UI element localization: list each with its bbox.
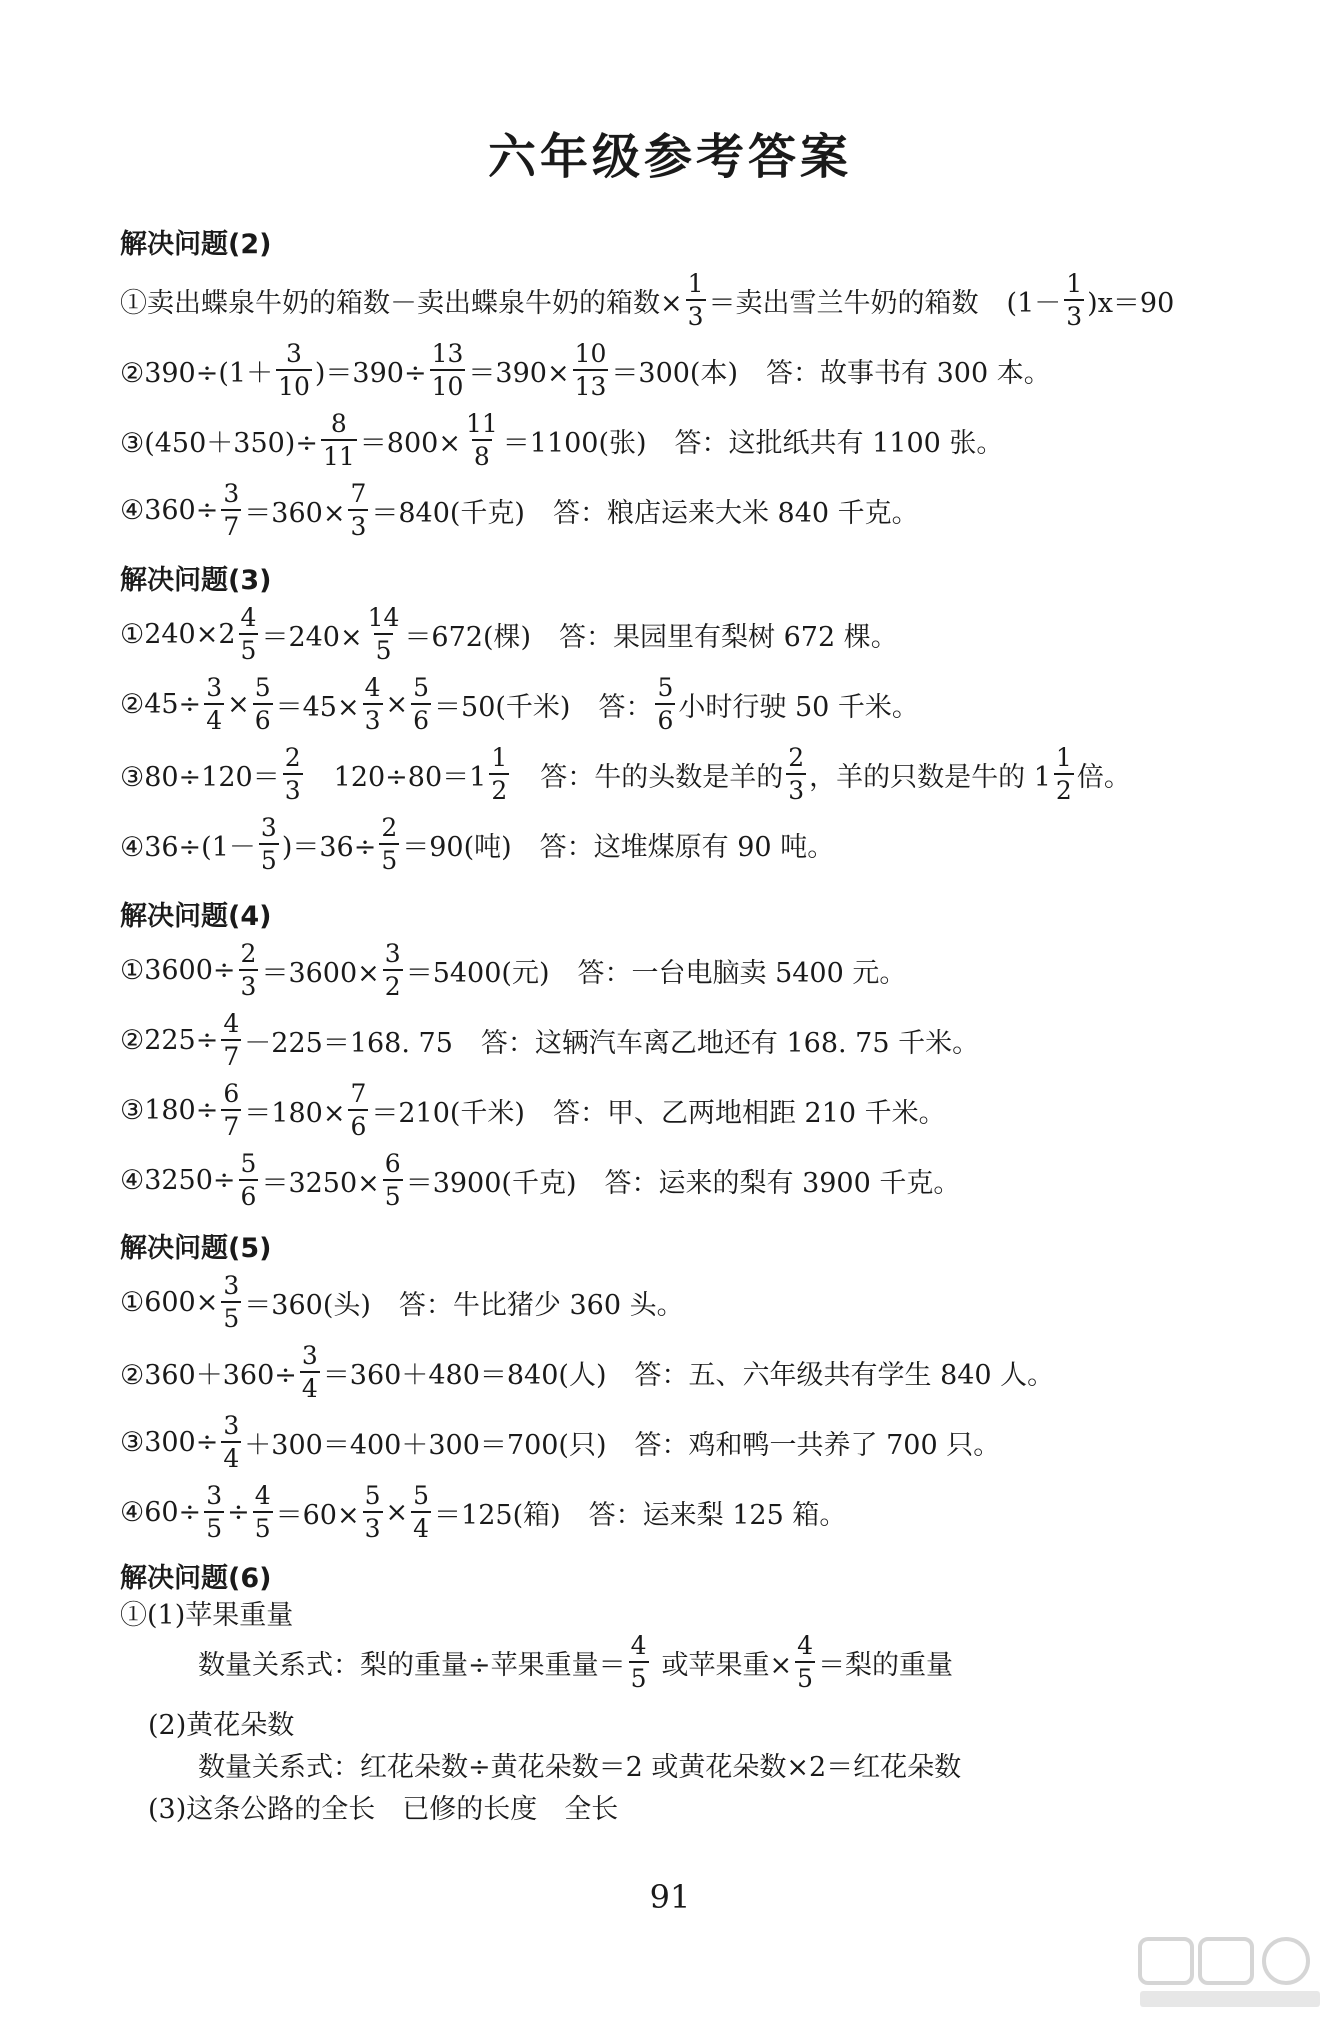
section-heading-2: 解决问题(2) xyxy=(120,229,272,260)
answer-line: ②225÷ $\frac{4}{7}$ －225＝168. 75 答：这辆汽车离乙地还有 168. 75 千米。 xyxy=(120,1009,980,1071)
fraction: $\frac{8}{11}$ xyxy=(322,409,355,471)
answer-text: 答：这批纸共有 1100 张。 xyxy=(674,427,1004,459)
answer-text: 答：一台电脑卖 5400 元。 xyxy=(577,957,907,989)
fraction: $\frac{10}{13}$ xyxy=(574,339,607,401)
text: ①卖出蝶泉牛奶的箱数－卖出蝶泉牛奶的箱数× xyxy=(120,287,683,319)
fraction: $\frac{3}{5}$ xyxy=(223,1271,240,1333)
fraction: $\frac{3}{4}$ xyxy=(223,1411,240,1473)
fraction: $\frac{5}{3}$ xyxy=(364,1481,381,1543)
fraction: $\frac{7}{6}$ xyxy=(350,1079,367,1141)
sub-item: (3)这条公路的全长 已修的长度 全长 xyxy=(148,1793,619,1825)
page-number: 91 xyxy=(649,1878,691,1916)
fraction: $\frac{5}{6}$ xyxy=(413,673,430,735)
section-heading-4: 解决问题(4) xyxy=(120,901,272,932)
fraction: $\frac{3}{10}$ xyxy=(278,339,310,401)
fraction: $\frac{2}{3}$ xyxy=(788,743,805,805)
text: )x＝90 xyxy=(1087,287,1175,319)
section-heading-6: 解决问题(6) xyxy=(120,1563,272,1594)
fraction: $\frac{7}{3}$ xyxy=(350,479,367,541)
text: ＝卖出雪兰牛奶的箱数 xyxy=(708,287,979,319)
fraction: $\frac{3}{5}$ xyxy=(206,1481,223,1543)
answer-text: 答：果园里有梨树 672 棵。 xyxy=(559,621,898,653)
fraction: $\frac{3}{4}$ xyxy=(301,1341,318,1403)
page-title: 六年级参考答案 xyxy=(487,129,852,185)
fraction: $\frac{5}{4}$ xyxy=(413,1481,430,1543)
answer-line: ③(450＋350)÷ $\frac{8}{11}$ ＝800× $\frac{11}{8}$ ＝1100(张) 答：这批纸共有 1100 张。 xyxy=(120,409,1004,471)
fraction: $\frac{1}{2}$ xyxy=(491,743,508,805)
answer-text: 小时行驶 50 千米。 xyxy=(678,691,919,723)
answer-text: 答：五、六年级共有学生 840 人。 xyxy=(634,1359,1055,1391)
answer-text: 答：牛比猪少 360 头。 xyxy=(398,1289,684,1321)
answer-line: ④3250÷ $\frac{5}{6}$ ＝3250× $\frac{6}{5}$ ＝3900(千克) 答：运来的梨有 3900 千克。 xyxy=(120,1149,961,1211)
answer-text: 答：牛的头数是羊的 xyxy=(540,761,784,793)
fraction: $\frac{4}{5}$ xyxy=(240,603,257,665)
fraction: $\frac{13}{10}$ xyxy=(431,339,464,401)
answer-line: ④36÷(1－ $\frac{3}{5}$ )＝36÷ $\frac{2}{5}$ ＝90(吨) 答：这堆煤原有 90 吨。 xyxy=(120,813,835,875)
fraction: $\frac{2}{5}$ xyxy=(381,813,398,875)
answer-text: 答：运来的梨有 3900 千克。 xyxy=(604,1167,961,1199)
fraction: $\frac{6}{7}$ xyxy=(223,1079,240,1141)
answer-line xyxy=(120,269,1175,331)
answer-text: 答：运来梨 125 箱。 xyxy=(588,1499,847,1531)
answer-text: 答：粮店运来大米 840 千克。 xyxy=(552,497,919,529)
answer-line: ③80÷120＝ $\frac{2}{3}$ 120÷80＝1 $\frac{1}{2}$ 答：牛的头数是羊的 $\frac{2}{3}$ ，羊的只数是牛的 1 $\frac{1}{2}$ 倍。 xyxy=(120,743,1131,805)
fraction: $\frac{4}{5}$ xyxy=(254,1481,271,1543)
section-heading-3: 解决问题(3) xyxy=(120,565,272,596)
answer-text: 倍。 xyxy=(1076,761,1131,793)
fraction: $\frac{4}{5}$ xyxy=(630,1631,647,1693)
answer-line: ④360÷ $\frac{3}{7}$ ＝360× $\frac{7}{3}$ ＝840(千克) 答：粮店运来大米 840 千克。 xyxy=(120,479,919,541)
answer-line: 数量关系式：梨的重量÷苹果重量＝ $\frac{4}{5}$ 或苹果重× $\frac{4}{5}$ ＝梨的重量 xyxy=(198,1631,954,1693)
answer-text: 答：鸡和鸭一共养了 700 只。 xyxy=(634,1429,1001,1461)
answer-line: ①3600÷ $\frac{2}{3}$ ＝3600× $\frac{3}{2}$ ＝5400(元) 答：一台电脑卖 5400 元。 xyxy=(120,939,907,1001)
fraction: $\frac{1}{2}$ xyxy=(1055,743,1072,805)
answer-line: ③300÷ $\frac{3}{4}$ ＋300＝400＋300＝700(只) 答：鸡和鸭一共养了 700 只。 xyxy=(120,1411,1001,1473)
fraction: $\frac{3}{4}$ xyxy=(206,673,223,735)
fraction: $\frac{2}{3}$ xyxy=(284,743,301,805)
answer-line: ①600× $\frac{3}{5}$ ＝360(头) 答：牛比猪少 360 头。 xyxy=(120,1271,684,1333)
sub-item: (2)黄花朵数 xyxy=(148,1709,295,1741)
answer-text: 答：这辆汽车离乙地还有 168. 75 千米。 xyxy=(480,1027,980,1059)
answer-line: ②45÷ $\frac{3}{4}$ × $\frac{5}{6}$ ＝45× $\frac{4}{3}$ × $\frac{5}{6}$ ＝50(千米) 答： $\frac{5}{6}$ 小时行驶 50 千米。 xyxy=(120,673,919,735)
text: (1－ xyxy=(1006,287,1062,319)
fraction: $\frac{1}{3}$ xyxy=(687,269,704,331)
answer-line: ②390÷(1＋ $\frac{3}{10}$ )＝390÷ $\frac{13}{10}$ ＝390× $\frac{10}{13}$ ＝300(本) 答：故事书有 300 本。 xyxy=(120,339,1051,401)
fraction: $\frac{4}{3}$ xyxy=(364,673,381,735)
relation-line: 数量关系式：红花朵数÷黄花朵数＝2 或黄花朵数×2＝红花朵数 xyxy=(198,1751,962,1783)
answer-line: ②360＋360÷ $\frac{3}{4}$ ＝360＋480＝840(人) 答：五、六年级共有学生 840 人。 xyxy=(120,1341,1055,1403)
fraction: $\frac{5}{6}$ xyxy=(254,673,271,735)
section-heading-5: 解决问题(5) xyxy=(120,1233,272,1264)
sub-item: ①(1)苹果重量 xyxy=(120,1599,294,1631)
fraction: $\frac{5}{6}$ xyxy=(240,1149,257,1211)
fraction: $\frac{11}{8}$ xyxy=(465,409,498,471)
fraction: $\frac{4}{7}$ xyxy=(223,1009,240,1071)
fraction: $\frac{2}{3}$ xyxy=(240,939,257,1001)
answer-text: ，羊的只数是牛的 1 xyxy=(809,761,1051,793)
answer-line: ④60÷ $\frac{3}{5}$ ÷ $\frac{4}{5}$ ＝60× $\frac{5}{3}$ × $\frac{5}{4}$ ＝125(箱) 答：运来梨 125 箱。 xyxy=(120,1481,847,1543)
fraction: $\frac{6}{5}$ xyxy=(384,1149,401,1211)
answer-text: 答：甲、乙两地相距 210 千米。 xyxy=(552,1097,946,1129)
watermark-logo-icon xyxy=(1136,1933,1326,2013)
answer-text: 答：这堆煤原有 90 吨。 xyxy=(539,831,835,863)
fraction: $\frac{5}{6}$ xyxy=(657,673,674,735)
answer-line: ①240×2 $\frac{4}{5}$ ＝240× $\frac{14}{5}$ ＝672(棵) 答：果园里有梨树 672 棵。 xyxy=(120,603,898,665)
fraction: $\frac{3}{2}$ xyxy=(384,939,401,1001)
answer-text: 答：故事书有 300 本。 xyxy=(766,357,1051,389)
fraction: $\frac{4}{5}$ xyxy=(797,1631,814,1693)
answer-text: 答： xyxy=(598,691,653,723)
fraction: $\frac{1}{3}$ xyxy=(1066,269,1083,331)
fraction: $\frac{3}{5}$ xyxy=(260,813,277,875)
fraction: $\frac{3}{7}$ xyxy=(223,479,240,541)
answer-line: ③180÷ $\frac{6}{7}$ ＝180× $\frac{7}{6}$ ＝210(千米) 答：甲、乙两地相距 210 千米。 xyxy=(120,1079,946,1141)
fraction: $\frac{14}{5}$ xyxy=(367,603,400,665)
